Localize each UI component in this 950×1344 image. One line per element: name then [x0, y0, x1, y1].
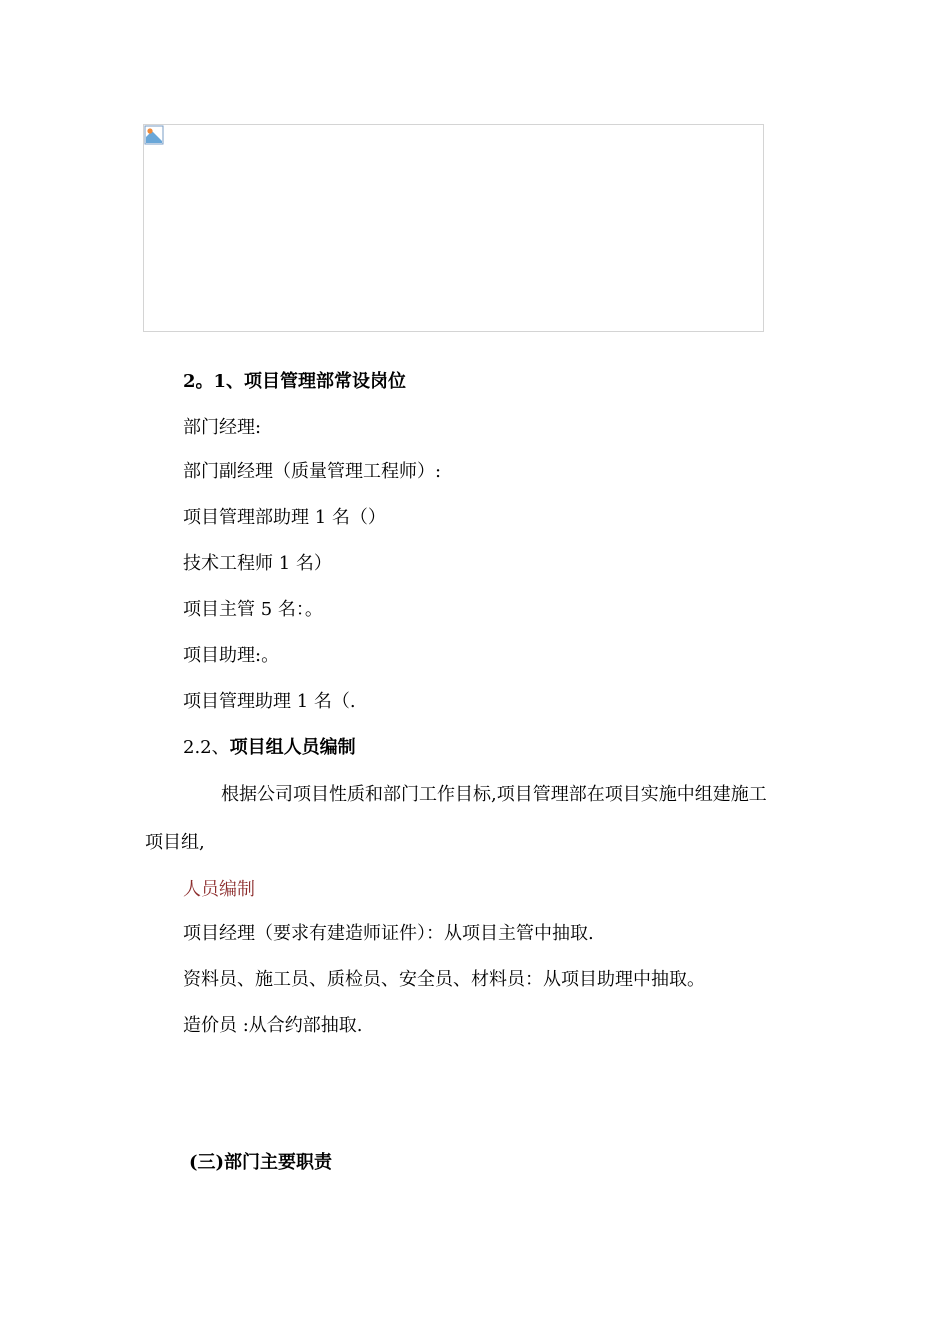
- paragraph-line: 根据公司项目性质和部门工作目标,项目管理部在项目实施中组建施工: [221, 784, 767, 805]
- staffing-line: 资料员、施工员、质检员、安全员、材料员：从项目助理中抽取。: [183, 969, 705, 990]
- staffing-line: 项目经理（要求有建造师证件）：从项目主管中抽取.: [183, 923, 594, 944]
- section-3-heading: (三)部门主要职责: [189, 1152, 333, 1173]
- position-item: 技术工程师 1 名）: [183, 553, 332, 574]
- position-item: 项目管理助理 1 名（.: [183, 691, 356, 712]
- position-item: 项目助理:。: [183, 645, 280, 666]
- broken-image-icon: [144, 125, 164, 145]
- staffing-line: 造价员 :从合约部抽取.: [183, 1015, 363, 1036]
- position-item: 项目管理部助理 1 名（）: [183, 507, 386, 528]
- section-2-2-number: 2.2、: [183, 737, 230, 758]
- position-item: 部门副经理（质量管理工程师）:: [183, 461, 442, 482]
- section-2-1-heading: 2。1、项目管理部常设岗位: [183, 371, 407, 392]
- position-item: 部门经理:: [183, 417, 262, 438]
- section-2-2-heading: [183, 736, 356, 760]
- image-placeholder: [143, 124, 764, 332]
- staffing-label: 人员编制: [183, 879, 255, 900]
- position-item: 项目主管 5 名：。: [183, 599, 323, 620]
- paragraph-line: 项目组,: [145, 832, 205, 853]
- section-2-2-title: 项目组人员编制: [229, 737, 356, 758]
